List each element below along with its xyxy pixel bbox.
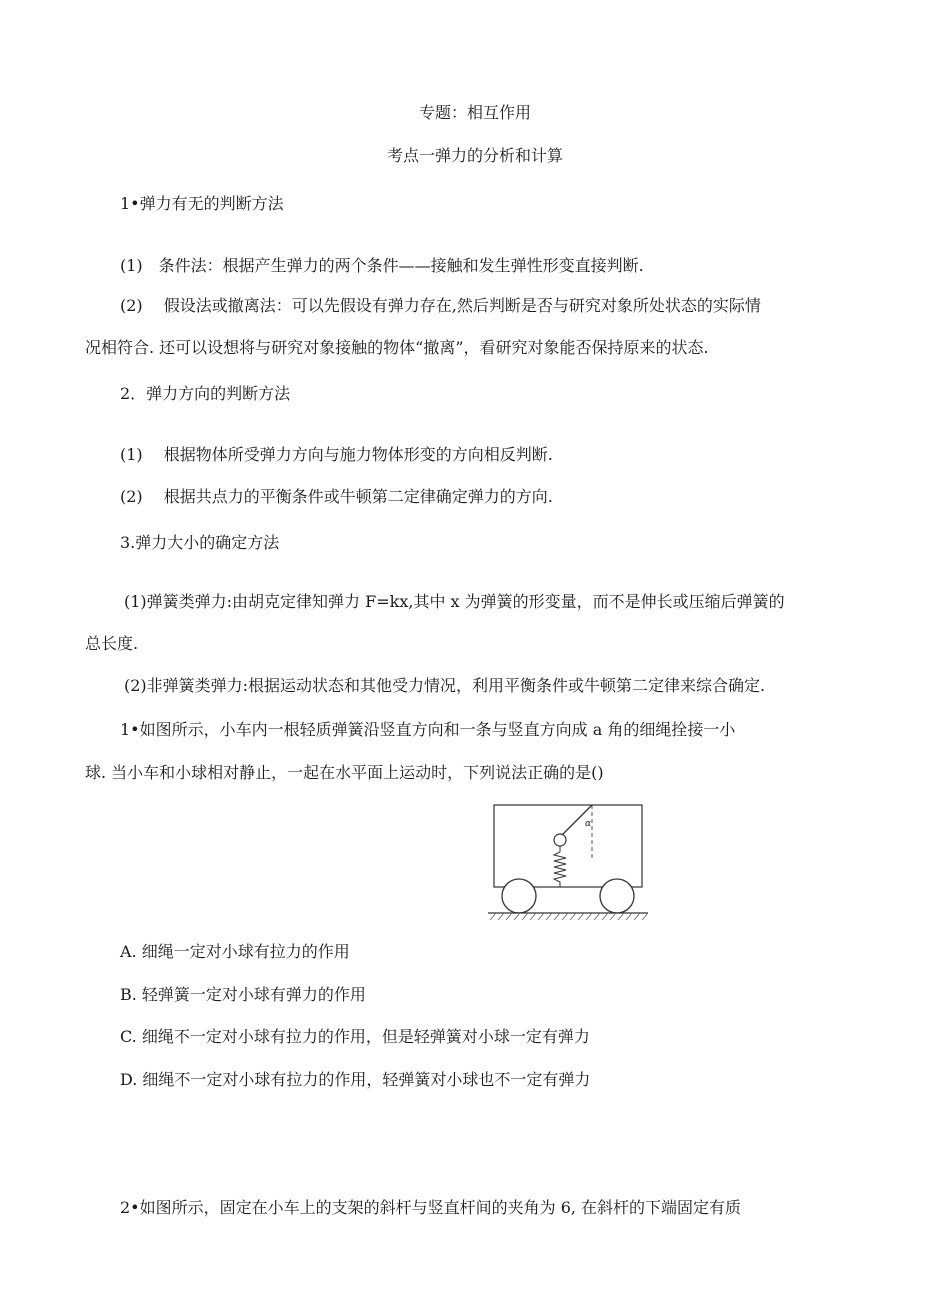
- section1-item2-line2: 况相符合. 还可以设想将与研究对象接触的物体“撤离”，看研究对象能否保持原来的状态.: [85, 338, 709, 357]
- page-subtitle: 考点一弹力的分析和计算: [386, 146, 563, 165]
- section3-item1-line1: (1)弹簧类弹力:由胡克定律知弹力 F=kx,其中 x 为弹簧的形变量，而不是伸长或压缩后弹簧的: [124, 592, 785, 611]
- section3-heading: 3.弹力大小的确定方法: [120, 533, 280, 552]
- ball: [554, 834, 566, 846]
- left-wheel: [502, 879, 536, 913]
- section2-item1: (1) 根据物体所受弹力方向与施力物体形变的方向相反判断.: [120, 445, 553, 464]
- section1-item2-line1: (2) 假设法或撤离法：可以先假设有弹力存在,然后判断是否与研究对象所处状态的实际情: [120, 296, 761, 315]
- question1-stem-line1: 1•如图所示，小车内一根轻质弹簧沿竖直方向和一条与竖直方向成 a 角的细绳拴接一小: [120, 720, 736, 739]
- ground-hatching: [490, 913, 648, 920]
- question1-option-a: A. 细绳一定对小球有拉力的作用: [120, 942, 350, 961]
- section1-item1: (1) 条件法：根据产生弹力的两个条件——接触和发生弹性形变直接判断.: [120, 256, 644, 275]
- question1-stem-line2: 球. 当小车和小球相对静止，一起在水平面上运动时，下列说法正确的是(): [85, 763, 604, 782]
- section3-item2: (2)非弹簧类弹力:根据运动状态和其他受力情况，利用平衡条件或牛顿第二定律来综合确定.: [124, 676, 766, 695]
- section2-item2: (2) 根据共点力的平衡条件或牛顿第二定律确定弹力的方向.: [120, 487, 553, 506]
- cart-body: [494, 805, 642, 887]
- section2-heading: 2．弹力方向的判断方法: [120, 384, 291, 403]
- question2-stem-line1: 2•如图所示，固定在小车上的支架的斜杆与竖直杆间的夹角为 6, 在斜杆的下端固定有质: [120, 1198, 742, 1217]
- alpha-label: α: [585, 819, 592, 829]
- right-wheel: [600, 879, 634, 913]
- section3-item1-line2: 总长度.: [85, 634, 139, 653]
- question1-option-d: D. 细绳不一定对小球有拉力的作用，轻弹簧对小球也不一定有弹力: [120, 1070, 591, 1089]
- question1-option-c: C. 细绳不一定对小球有拉力的作用，但是轻弹簧对小球一定有弹力: [120, 1027, 590, 1046]
- page-title: 专题：相互作用: [418, 103, 531, 122]
- cart-spring-figure: [488, 800, 648, 924]
- question1-option-b: B. 轻弹簧一定对小球有弹力的作用: [120, 985, 366, 1004]
- spring: [554, 846, 566, 887]
- section1-heading: 1•弹力有无的判断方法: [120, 194, 284, 213]
